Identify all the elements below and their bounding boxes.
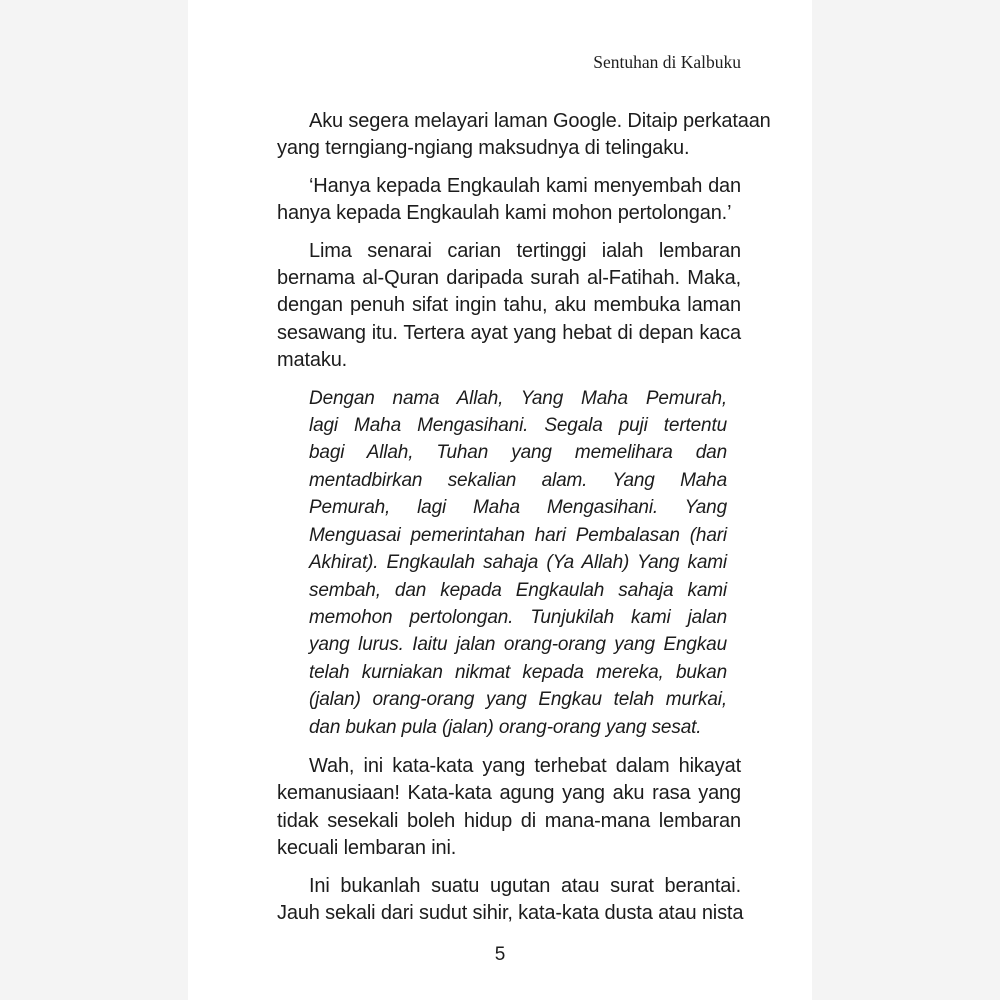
text-line: sembah, dan kepada Engkaulah sahaja kami bbox=[309, 579, 727, 601]
text-line: Pemurah, lagi Maha Mengasihani. Yang bbox=[309, 497, 727, 519]
text-line: Menguasai pemerintahan hari Pembalasan (hari bbox=[309, 524, 727, 546]
text-line: (jalan) orang-orang yang Engkau telah murkai, bbox=[309, 689, 727, 711]
text-line: lagi Maha Mengasihani. Segala puji tertentu bbox=[309, 415, 727, 437]
text-line: bernama al-Quran daripada surah al-Fatihah. Maka, bbox=[277, 267, 741, 290]
running-header: Sentuhan di Kalbuku bbox=[593, 52, 741, 72]
text-line: yang terngiang-ngiang maksudnya di telingaku. bbox=[277, 137, 690, 160]
quran-quote-block bbox=[309, 385, 727, 741]
text-line: Wah, ini kata-kata yang terhebat dalam hikayat bbox=[309, 754, 741, 777]
text-line: sesawang itu. Tertera ayat yang hebat di depan kaca bbox=[277, 321, 741, 344]
text-line: Ini bukanlah suatu ugutan atau surat berantai. bbox=[309, 874, 741, 897]
text-line: bagi Allah, Tuhan yang memelihara dan bbox=[309, 442, 727, 464]
text-line: dengan penuh sifat ingin tahu, aku membuka laman bbox=[277, 294, 741, 317]
text-line: ‘Hanya kepada Engkaulah kami menyembah dan bbox=[309, 174, 741, 197]
text-line: Dengan nama Allah, Yang Maha Pemurah, bbox=[309, 387, 727, 409]
book-page bbox=[188, 0, 812, 1000]
text-line: Lima senarai carian tertinggi ialah lembaran bbox=[309, 239, 741, 262]
text-line: kemanusiaan! Kata-kata agung yang aku rasa yang bbox=[277, 782, 741, 805]
paragraph bbox=[277, 873, 744, 928]
paragraph bbox=[277, 753, 741, 863]
page-number: 5 bbox=[494, 944, 506, 965]
text-line: kecuali lembaran ini. bbox=[277, 837, 457, 860]
paragraph bbox=[277, 108, 771, 163]
text-line: telah kurniakan nikmat kepada mereka, bukan bbox=[309, 661, 727, 683]
text-line: mentadbirkan sekalian alam. Yang Maha bbox=[309, 469, 727, 491]
text-line: Akhirat). Engkaulah sahaja (Ya Allah) Yang kami bbox=[309, 552, 727, 574]
text-line: Aku segera melayari laman Google. Ditaip perkataan bbox=[309, 110, 771, 132]
text-line: Jauh sekali dari sudut sihir, kata-kata dusta atau nista bbox=[277, 901, 744, 924]
text-line: yang lurus. Iaitu jalan orang-orang yang Engkau bbox=[309, 634, 727, 656]
text-line: hanya kepada Engkaulah kami mohon pertolongan.’ bbox=[277, 202, 732, 225]
paragraph bbox=[277, 238, 741, 375]
paragraph bbox=[277, 173, 741, 228]
text-line: tidak sesekali boleh hidup di mana-mana lembaran bbox=[277, 809, 741, 832]
page-body bbox=[277, 108, 771, 937]
text-line: mataku. bbox=[277, 349, 348, 372]
text-line: memohon pertolongan. Tunjukilah kami jalan bbox=[309, 606, 727, 628]
text-line: dan bukan pula (jalan) orang-orang yang sesat. bbox=[309, 716, 702, 738]
